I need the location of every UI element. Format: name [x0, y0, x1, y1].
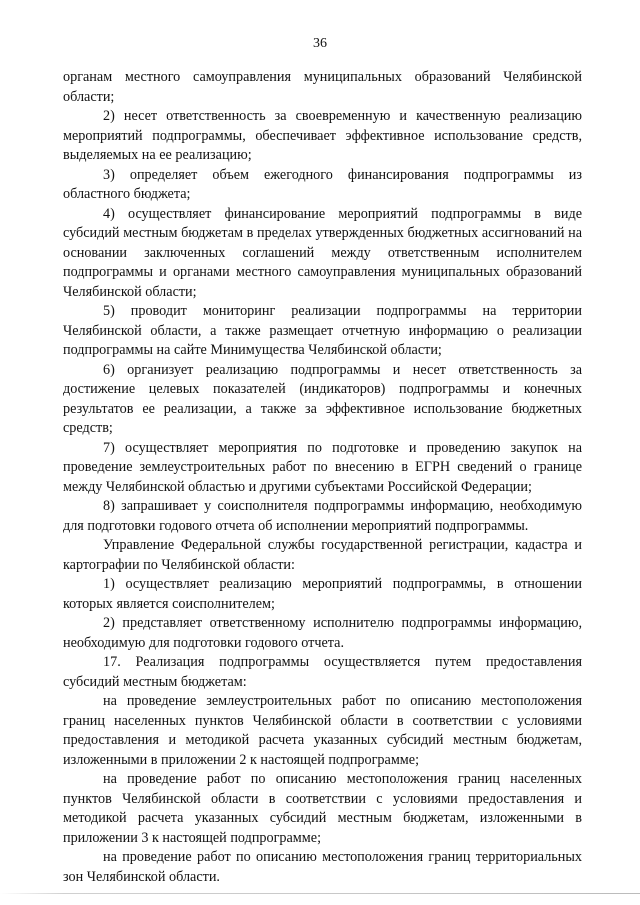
paragraph-item-8: 8) запрашивает у соисполнителя подпрограммы информацию, необходимую для подготовки годового отчета об исполнении мероприятий подпрограммы.	[63, 498, 582, 534]
page-number: 36	[313, 36, 327, 51]
paragraph-item-4: 4) осуществляет финансирование мероприятий подпрограммы в виде субсидий местным бюджетам в пределах утвержденных бюджетных ассигнований на основании заключенных соглашений между ответственным исполнителем подпрограммы и органами местного самоуправления муниципальных образований Челябинской области;	[63, 205, 582, 300]
paragraph-rosreestr-item-1: 1) осуществляет реализацию мероприятий подпрограммы, в отношении которых является соисполнителем;	[63, 576, 582, 612]
paragraph-item-3: 3) определяет объем ежегодного финансирования подпрограммы из областного бюджета;	[63, 166, 582, 202]
paragraph-item-2: 2) несет ответственность за своевременную и качественную реализацию мероприятий подпрограммы, обеспечивает эффективное использование средств, выделяемых на ее реализацию;	[63, 108, 582, 163]
paragraph-continuation: органам местного самоуправления муниципальных образований Челябинской области;	[63, 69, 582, 105]
paragraph-rosreestr-heading: Управление Федеральной службы государственной регистрации, кадастра и картографии по Челябинской области:	[63, 537, 582, 573]
paragraph-rosreestr-item-2: 2) представляет ответственному исполнителю подпрограммы информацию, необходимую для подготовки годового отчета.	[63, 615, 582, 651]
paragraph-subsidy-1: на проведение землеустроительных работ по описанию местоположения границ населенных пунктов Челябинской области в соответствии с условиями предоставления и методикой расчета указанных субсидий местным бюджетам, изложенными в приложении 2 к настоящей подпрограмме;	[63, 693, 582, 768]
paragraph-subsidy-3: на проведение работ по описанию местоположения границ территориальных зон Челябинской области.	[63, 849, 582, 885]
paragraph-item-7: 7) осуществляет мероприятия по подготовке и проведению закупок на проведение землеустроительных работ по внесению в ЕГРН сведений о границе между Челябинской областью и другими субъектами Российской Федерации;	[63, 439, 582, 495]
paragraph-section-17: 17. Реализация подпрограммы осуществляется путем предоставления субсидий местным бюджетам:	[63, 654, 582, 690]
paragraph-item-5: 5) проводит мониторинг реализации подпрограммы на территории Челябинской области, а также размещает отчетную информацию о реализации подпрограммы на сайте Минимущества Челябинской области;	[63, 303, 582, 358]
paragraph-subsidy-2: на проведение работ по описанию местоположения границ населенных пунктов Челябинской области в соответствии с условиями предоставления и методикой расчета указанных субсидий местным бюджетам, изложенными в приложении 3 к настоящей подпрограмме;	[63, 771, 582, 846]
document-body	[63, 68, 582, 887]
paragraph-item-6: 6) организует реализацию подпрограммы и несет ответственность за достижение целевых показателей (индикаторов) подпрограммы и конечных результатов ее реализации, а также за эффективное использование бюджетных средств;	[63, 361, 582, 436]
scan-edge-line	[0, 893, 640, 894]
